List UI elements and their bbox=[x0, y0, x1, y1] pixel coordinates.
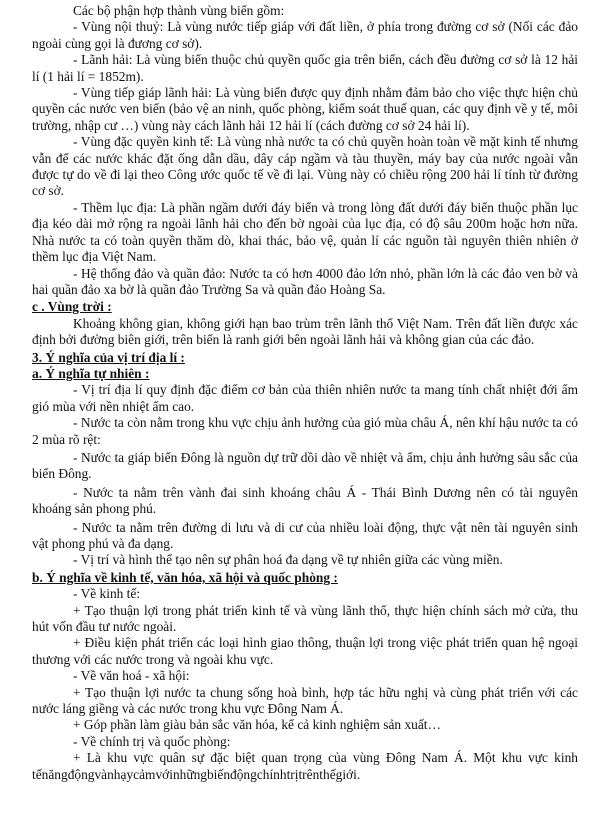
culture-item-cooperation: + Tạo thuận lợi nước ta chung sống hoà bình, hợp tác hữu nghị và cùng phát triển với các nước láng giềng và các nước trong khu vực Đông Nam Á. bbox=[32, 684, 578, 717]
heading-natural-meaning: a. Ý nghĩa tự nhiên : bbox=[32, 365, 150, 381]
sea-item-islands: - Hệ thống đảo và quần đảo: Nước ta có hơn 4000 đảo lớn nhỏ, phần lớn là các đảo ven bờ và hai quần đảo xa bờ là quần đảo Trường Sa và quần đảo Hoàng Sa. bbox=[32, 265, 578, 297]
culture-title: - Về văn hoá - xã hội: bbox=[73, 668, 190, 684]
sea-intro: Các bộ phận hợp thành vùng biển gồm: bbox=[73, 3, 285, 18]
natural-item-east-sea: - Nước ta giáp biển Đông là nguồn dự trữ dồi dào về nhiệt và ẩm, chịu ảnh hưởng sâu sắc của biển Đông. bbox=[32, 449, 578, 482]
culture-item-identity: + Góp phần làm giàu bản sắc văn hóa, kể cả kinh nghiệm sản xuất… bbox=[73, 717, 441, 733]
economy-title: - Về kinh tế: bbox=[73, 586, 141, 602]
economy-item-development: + Tạo thuận lợi trong phát triển kinh tế và vùng lãnh thổ, thực hiện chính sách mở cửa, thu hút vốn đầu tư nước ngoài. bbox=[32, 602, 578, 635]
natural-item-minerals: - Nước ta nằm trên vành đai sinh khoáng châu Á - Thái Bình Dương nên có tài nguyên khoáng sản phong phú. bbox=[32, 484, 578, 517]
natural-item-differentiation: - Vị trí và hình thể tạo nên sự phân hoá đa dạng về tự nhiên giữa các vùng miền. bbox=[73, 552, 503, 568]
heading-airspace: c . Vùng trời : bbox=[32, 299, 112, 315]
politics-title: - Về chính trị và quốc phòng: bbox=[73, 733, 231, 749]
sea-item-continental-shelf: - Thềm lục địa: Là phần ngầm dưới đáy biển và trong lòng đất dưới đáy biển thuộc phần lục địa kéo dài mở rộng ra ngoài lãnh hải cho đến bờ ngoài của lục địa, có độ sâu 200m hoặc hơn nữa. Nhà nước ta có toàn quyền thăm dò, khai thác, bảo vệ, quản lí các nguồn tài nguyên thiên nhiên ở thềm lục địa Việt Nam. bbox=[32, 199, 578, 265]
sea-item-territorial-sea: - Lãnh hải: Là vùng biển thuộc chủ quyền quốc gia trên biển, cách đều đường cơ sở là 12 hải lí (1 hải lí = 1852m). bbox=[32, 52, 578, 84]
airspace-text: Khoảng không gian, không giới hạn bao trùm trên lãnh thổ Việt Nam. Trên đất liền được xác định bởi đường biên giới, trên biển là ranh giới bên ngoài lãnh hải và không gian của các đảo. bbox=[32, 315, 578, 348]
politics-item-military: + Là khu vực quân sự đặc biệt quan trọng của vùng Đông Nam Á. Một khu vực kinh tếnăngđộngvànhạycảmvớinhữngbiếnđộngchínhtrịtrênthếgiới. bbox=[32, 750, 578, 782]
natural-item-monsoon: - Nước ta còn nằm trong khu vực chịu ảnh hưởng của gió mùa châu Á, nên khí hậu nước ta có 2 mùa rõ rệt: bbox=[32, 415, 578, 447]
economy-item-transport: + Điều kiện phát triển các loại hình giao thông, thuận lợi trong việc phát triển quan hệ ngoại thương với các nước trong và ngoài khu vực. bbox=[32, 635, 578, 667]
natural-item-biodiversity: - Nước ta nằm trên đường di lưu và di cư của nhiều loài động, thực vật nên tài nguyên sinh vật phong phú và đa dạng. bbox=[32, 519, 578, 551]
sea-item-eez: - Vùng đặc quyền kinh tế: Là vùng nhà nước ta có chủ quyền hoàn toàn về mặt kinh tế nhưng vẫn để các nước khác đặt ống dẫn dầu, dây cáp ngầm và tàu thuyền, máy bay của nước ngoài vẫn được tự do về đi lại theo Công ước quốc tế về đi lại. Vùng này có chiều rộng 200 hải lí tính từ đường cơ sở. bbox=[32, 134, 578, 199]
heading-meaning-of-location: 3. Ý nghĩa của vị trí địa lí : bbox=[32, 349, 185, 365]
heading-socioeconomic-meaning: b. Ý nghĩa về kinh tế, văn hóa, xã hội và quốc phòng : bbox=[32, 569, 338, 585]
sea-item-contiguous-zone: - Vùng tiếp giáp lãnh hải: Là vùng biển được quy định nhằm đảm bảo cho việc thực hiện chủ quyền các nước ven biển (bảo vệ an ninh, quốc phòng, kiểm soát thuế quan, các quy định về y tế, môi trường, nhập cư …) vùng này cách lãnh hải 12 hải lí (cách đường cơ sở 24 hải lí). bbox=[32, 85, 578, 133]
natural-item-climate: - Vị trí địa lí quy định đặc điểm cơ bản của thiên nhiên nước ta mang tính chất nhiệt đới ẩm gió mùa với nền nhiệt ẩm cao. bbox=[32, 382, 578, 414]
sea-item-internal-waters: - Vùng nội thuỷ: Là vùng nước tiếp giáp với đất liền, ở phía trong đường cơ sở (Nối các đảo ngoài cùng gọi là đương cơ sở). bbox=[32, 19, 578, 51]
